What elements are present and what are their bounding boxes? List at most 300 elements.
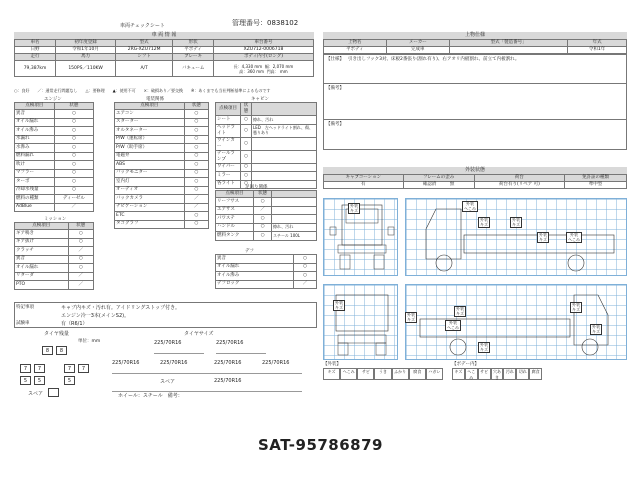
exterior-legend-item: キズ: [323, 368, 340, 380]
engine-state: ／: [54, 203, 93, 212]
ex-h1: フレームの歪み: [403, 175, 474, 182]
tire-size-rr: 225/70R16: [262, 360, 290, 366]
cabin-note: 擦れ、汚れ: [252, 116, 317, 125]
cabin-row: [216, 172, 317, 181]
tire-depth-r2lo: 5: [20, 376, 31, 385]
ex-h2: 荷台: [474, 175, 564, 182]
damage-tag-13: 外装 キズ: [407, 312, 415, 322]
engine-item: 吹け: [15, 161, 55, 170]
engine-row: [15, 186, 94, 195]
interior-legend-item: へこみ: [465, 368, 478, 380]
tire-line-4: [112, 382, 302, 392]
cabin-note: [252, 172, 317, 181]
mission-header-item: 点検項目: [15, 223, 69, 230]
tire-line-3: [112, 364, 302, 374]
electrical-row: [115, 220, 209, 229]
cabin-item: テールランプ: [216, 150, 241, 163]
engine-state: ○: [54, 127, 93, 136]
remark-label-1: 【備考】: [326, 86, 344, 91]
mission-row: [15, 264, 94, 273]
electrical-state: ／: [184, 195, 208, 204]
mission-header-state: 状態: [68, 223, 93, 230]
vi-v1-4: XZU712-0006718: [213, 47, 313, 54]
bs-h2: 型式「製造番号」: [450, 40, 568, 47]
undercarriage-state: ○: [254, 215, 272, 224]
vehicle-info-table: [14, 39, 314, 77]
diagram-rear-view: [323, 284, 398, 360]
exterior-legend-item: サビ: [357, 368, 374, 380]
engine-section: [14, 96, 94, 212]
bs-h0: 上物名: [324, 40, 387, 47]
engine-state: ○: [54, 135, 93, 144]
bs-v2: [450, 47, 568, 54]
engine-state: ディーゼル: [54, 195, 93, 204]
undercarriage-item: 燃料タンク: [216, 232, 254, 241]
electrical-row: [115, 212, 209, 221]
mission-row: [15, 281, 94, 290]
engine-row: [15, 110, 94, 119]
damage-tag-8: 外装 キズ: [456, 306, 464, 316]
engine-item: 水漏れ: [15, 135, 55, 144]
undercarriage-note: [272, 206, 317, 215]
engine-state: ○: [54, 110, 93, 119]
undercarriage-row: [216, 232, 317, 241]
electrical-row: [115, 161, 209, 170]
cabin-row: [216, 124, 317, 137]
tire-depth-title: タイヤ残量: [44, 331, 69, 337]
tire-depth-r2li: 5: [34, 376, 45, 385]
cabin-state: ○: [241, 150, 252, 163]
spec-label: 【仕様】: [326, 57, 344, 62]
vi-h1-2: 型式: [116, 40, 173, 47]
damage-tag-7: 外装 キズ: [335, 300, 343, 310]
cabin-state: ○: [241, 137, 252, 150]
mission-row: [15, 272, 94, 281]
tire-size-rri: 225/70R16: [214, 360, 242, 366]
electrical-section: [114, 96, 209, 229]
mission-item: リターダ: [15, 272, 69, 281]
engine-item: 冷却水残量: [15, 186, 55, 195]
electrical-row: [115, 110, 209, 119]
spec-text: 引き出しフック3対、床板2番張り(割れ有り)、右アオリ内板割れ、前立て内板割れ。: [348, 57, 520, 62]
vi-v1-3: 平ボディ: [173, 47, 214, 54]
ex-v3: 準中型: [565, 182, 627, 189]
engine-item: マフラー: [15, 169, 55, 178]
cabin-header-note: [252, 103, 317, 116]
under-header-item: 点検項目: [216, 191, 254, 198]
interior-legend-title: 【ボデー内】: [452, 362, 479, 367]
stock-id: SAT-95786879: [258, 436, 383, 454]
tire-size-fl: 225/70R16: [154, 340, 182, 346]
electrical-row: [115, 186, 209, 195]
engine-row: [15, 203, 94, 212]
bs-v0: 平ボディ: [324, 47, 387, 54]
tire-depth-rri: 7: [64, 364, 75, 373]
cabin-item: ワイパー: [216, 163, 241, 172]
mission-state: ○: [68, 264, 93, 273]
cabin-row: [216, 163, 317, 172]
damage-tag-1: 外装 キズ: [350, 203, 358, 213]
diagram-front-view: [323, 198, 398, 276]
mission-item: クラッチ: [15, 247, 69, 256]
exterior-legend-item: へこみ: [340, 368, 357, 380]
tire-size-spare: 225/70R16: [214, 378, 242, 384]
undercarriage-item: エアサス: [216, 206, 254, 215]
truck-right-drawing: [406, 285, 628, 361]
tire-depth-rlo: 7: [20, 364, 31, 373]
engine-item: AdBlue: [15, 203, 55, 212]
mission-item: ギア抜け: [15, 238, 69, 247]
electrical-row: [115, 178, 209, 187]
electrical-item: スターター: [115, 118, 185, 127]
truck-front-drawing: [324, 199, 399, 277]
electrical-state: ○: [184, 110, 208, 119]
electrical-state: ○: [184, 178, 208, 187]
engine-state: ○: [54, 152, 93, 161]
damage-tag-12: 外装 キズ: [592, 324, 600, 334]
differential-state: ○: [293, 272, 316, 281]
engine-row: [15, 178, 94, 187]
engine-item: 燃料の種類: [15, 195, 55, 204]
vi-v1-2: 2RG-XZU712M: [116, 47, 173, 54]
ex-v1: 確認済 無: [403, 182, 474, 189]
cabin-section: [215, 96, 317, 189]
tire-unit: 単位：mm: [78, 339, 101, 344]
vi-h2-0: 走行: [15, 54, 56, 61]
tire-size-spare-label: スペア: [160, 379, 176, 385]
differential-section: [215, 248, 317, 289]
electrical-state: ○: [184, 127, 208, 136]
undercarriage-item: リーフサス: [216, 198, 254, 207]
electrical-item: P/W（運転席）: [115, 135, 185, 144]
vi-v2-0: 79,387km: [15, 61, 56, 77]
differential-state: ○: [293, 263, 316, 272]
mission-section: [14, 216, 94, 290]
tire-depth-rro: 7: [78, 364, 89, 373]
engine-header-item: 点検項目: [15, 103, 55, 110]
exterior-table: [323, 174, 627, 189]
electrical-row: [115, 203, 209, 212]
remark-box-1: [323, 84, 627, 120]
spec-box: [323, 54, 627, 84]
exterior-legend-item: ハガレ: [426, 368, 443, 380]
exterior-legend-item: 腐食: [409, 368, 426, 380]
mission-state: ／: [68, 272, 93, 281]
electrical-item: エアコン: [115, 110, 185, 119]
engine-row: [15, 144, 94, 153]
cabin-note: [252, 163, 317, 172]
tire-size-rl: 225/70R16: [112, 360, 140, 366]
cabin-note: LED 左ヘッドライト割れ、傷、曇りあり: [252, 124, 317, 137]
cabin-row: [216, 137, 317, 150]
vi-v1-1: 令和1年10月: [56, 47, 116, 54]
mission-row: [15, 230, 94, 239]
engine-state: ○: [54, 118, 93, 127]
vi-h1-1: 初年度登録: [56, 40, 116, 47]
notes-label: 特記事項: [16, 305, 34, 310]
bs-h1: メーカー: [386, 40, 449, 47]
engine-item: 水滲み: [15, 144, 55, 153]
bs-h3: 年式: [568, 40, 627, 47]
differential-row: [216, 272, 317, 281]
electrical-state: ○: [184, 152, 208, 161]
engine-row: [15, 152, 94, 161]
body-spec-title: 上物仕様: [323, 32, 627, 39]
undercarriage-note: 擦れ、汚れ: [272, 223, 317, 232]
cabin-header-item: 点検項目: [216, 103, 241, 116]
engine-row: [15, 118, 94, 127]
engine-row: [15, 195, 94, 204]
cabin-header-state: 状態: [241, 103, 252, 116]
tire-size-rli: 225/70R16: [160, 360, 188, 366]
electrical-item: 室内灯: [115, 178, 185, 187]
electrical-row: [115, 144, 209, 153]
vi-h1-3: 形状: [173, 40, 214, 47]
remark-box-2: [323, 120, 627, 150]
exterior-legend-title: 【外装】: [323, 362, 341, 367]
engine-row: [15, 127, 94, 136]
undercarriage-row: [216, 223, 317, 232]
engine-row: [15, 169, 94, 178]
notes-text-1: キャブ内キズ・汚れ有。アイドリングストップ付き。: [61, 305, 180, 311]
undercarriage-row: [216, 215, 317, 224]
undercarriage-item: ハンドル: [216, 223, 254, 232]
under-header-note: [272, 191, 317, 198]
differential-state: ／: [293, 280, 316, 289]
differential-title: デフ: [245, 249, 254, 254]
cabin-row: [216, 150, 317, 163]
tire-depth-spare: [48, 388, 59, 397]
truck-rear-drawing: [324, 285, 399, 361]
engine-row: [15, 135, 94, 144]
engine-item: 異音: [15, 110, 55, 119]
engine-header-state: 状態: [54, 103, 93, 110]
cabin-item: ウインカー: [216, 137, 241, 150]
electrical-row: [115, 152, 209, 161]
engine-table: [14, 102, 94, 212]
interior-legend-item: 穴あき: [491, 368, 504, 380]
vi-v2-1: 150PS／110KW: [56, 61, 116, 77]
mission-state: ○: [68, 230, 93, 239]
mission-table: [14, 222, 94, 290]
electrical-header-item: 点検項目: [115, 103, 185, 110]
interior-legend-item: サビ: [478, 368, 491, 380]
mission-row: [15, 238, 94, 247]
cabin-title: キャビン: [251, 97, 269, 102]
differential-row: [216, 280, 317, 289]
vi-h1-0: 車名: [15, 40, 56, 47]
tire-depth-r2ri: 5: [64, 376, 75, 385]
electrical-row: [115, 127, 209, 136]
electrical-state: ○: [184, 169, 208, 178]
remark-label-2: 【備考】: [326, 122, 344, 127]
tire-size-fr: 225/70R16: [216, 340, 244, 346]
electrical-row: [115, 135, 209, 144]
damage-tag-11: 外装 キズ: [572, 302, 580, 312]
differential-state: ○: [293, 255, 316, 264]
damage-tag-4: 外装 キズ: [512, 217, 520, 227]
differential-table: [215, 254, 317, 289]
mission-state: ○: [68, 238, 93, 247]
tire-size-title: タイヤサイズ: [184, 331, 214, 337]
notes-box: [14, 302, 317, 328]
tire-section: [14, 328, 317, 408]
tire-depth-rli: 7: [34, 364, 45, 373]
engine-title: エンジン: [44, 97, 62, 102]
vi-h2-4: ボディ内寸(ロング): [213, 54, 313, 61]
mission-state: ／: [68, 281, 93, 290]
electrical-state: ○: [184, 118, 208, 127]
undercarriage-state: ○: [254, 198, 272, 207]
vi-h2-2: シフト: [116, 54, 173, 61]
mission-item: PTO: [15, 281, 69, 290]
sheet-title: 車両チェックシート: [120, 23, 165, 29]
mission-title: ミッション: [44, 217, 67, 222]
electrical-state: ○: [184, 135, 208, 144]
vi-h2-3: ブレーキ: [173, 54, 214, 61]
cabin-item: シート: [216, 116, 241, 125]
under-header-state: 状態: [254, 191, 272, 198]
ex-v0: 有: [324, 182, 404, 189]
tire-line-1: [154, 344, 204, 354]
electrical-state: ／: [184, 203, 208, 212]
electrical-state: ○: [184, 220, 208, 229]
engine-state: ○: [54, 144, 93, 153]
undercarriage-row: [216, 198, 317, 207]
tire-depth-fr: 8: [56, 346, 67, 355]
interior-legend-item: 切れ: [516, 368, 529, 380]
electrical-row: [115, 118, 209, 127]
differential-row: [216, 263, 317, 272]
cabin-table: [215, 102, 317, 189]
electrical-row: [115, 195, 209, 204]
differential-item: 異音: [216, 255, 294, 264]
cabin-note: [252, 150, 317, 163]
bs-v3: 令和1年: [568, 47, 627, 54]
electrical-header-state: 状態: [184, 103, 208, 110]
engine-state: ○: [54, 161, 93, 170]
electrical-item: ETC: [115, 212, 185, 221]
interior-legend-item: 腐食: [529, 368, 542, 380]
differential-item: オイル滲み: [216, 272, 294, 281]
management-number: 管理番号：0838102: [232, 19, 299, 27]
mission-item: オイル漏れ: [15, 264, 69, 273]
cabin-item: ミラー: [216, 172, 241, 181]
bs-v1: 完成車: [386, 47, 449, 54]
electrical-table: [114, 102, 209, 229]
differential-row: [216, 255, 317, 264]
cabin-state: ○: [241, 116, 252, 125]
tire-depth-fl: 8: [42, 346, 53, 355]
exterior-block: [323, 167, 627, 189]
damage-tag-6: 外装 へこみ: [568, 232, 580, 242]
damage-tag-10: 外装 キズ: [480, 342, 488, 352]
engine-row: [15, 161, 94, 170]
diagram-left-side: [405, 198, 627, 276]
ex-h3: 免許証の種類: [565, 175, 627, 182]
electrical-item: タコグラフ: [115, 220, 185, 229]
undercarriage-note: [272, 198, 317, 207]
mission-row: [15, 255, 94, 264]
notes-text-2: エンジン冷一3本(メインS2)。: [61, 313, 130, 319]
truck-left-drawing: [406, 199, 628, 277]
vi-h1-4: 車台番号: [213, 40, 313, 47]
undercarriage-row: [216, 206, 317, 215]
cabin-state: ○: [241, 172, 252, 181]
vehicle-info-title: 車 両 情 報: [14, 32, 314, 39]
vi-body-dims: 長：4,330 mm 幅：2,070 mm 高：360 mm 門高： mm: [213, 61, 313, 77]
undercarriage-state: ○: [254, 223, 272, 232]
engine-item: オイル漏れ: [15, 118, 55, 127]
engine-item: ターボ: [15, 178, 55, 187]
mission-item: ギア鳴き: [15, 230, 69, 239]
cabin-item: ヘッドライト: [216, 124, 241, 137]
undercarriage-note: [272, 215, 317, 224]
engine-item: 燃料漏れ: [15, 152, 55, 161]
engine-item: オイル滲み: [15, 127, 55, 136]
electrical-title: 電装関係: [146, 97, 164, 102]
damage-tag-5: 外装 キズ: [539, 232, 547, 242]
electrical-item: オーディオ: [115, 186, 185, 195]
differential-item: オイル漏れ: [216, 263, 294, 272]
electrical-item: オルタネーター: [115, 127, 185, 136]
vi-h2-1: 馬力: [56, 54, 116, 61]
vehicle-info-block: [14, 32, 314, 77]
exterior-legend-row: [323, 368, 443, 380]
electrical-item: バックカメラ: [115, 195, 185, 204]
electrical-state: ○: [184, 144, 208, 153]
condition-legend: ○：良好 ／：通常走行問題なし △：要修理 ▲：使用不可 ×：破損あり／要交換 ※：あくまでも当社判断基準によるものです: [14, 88, 271, 93]
electrical-item: ABS: [115, 161, 185, 170]
differential-item: デフロック: [216, 280, 294, 289]
tire-line-2: [216, 344, 266, 354]
electrical-item: 電磁弁: [115, 152, 185, 161]
diagram-right-side: [405, 284, 627, 360]
mission-state: ○: [68, 255, 93, 264]
cabin-state: ○: [241, 124, 252, 137]
electrical-row: [115, 169, 209, 178]
exterior-legend-item: うき: [374, 368, 391, 380]
undercarriage-item: パワステ: [216, 215, 254, 224]
damage-tag-3: 外装 キズ: [480, 217, 488, 227]
ex-h0: キャブコーション: [324, 175, 404, 182]
undercarriage-title: 足回り関係: [245, 185, 268, 190]
undercarriage-table: [215, 190, 317, 241]
vi-v1-0: 日野: [15, 47, 56, 54]
exterior-title: 外装状態: [323, 167, 627, 174]
interior-legend-item: 汚れ: [503, 368, 516, 380]
interior-legend-item: キズ: [452, 368, 465, 380]
ex-v2: 荷台有り(リベア 可): [474, 182, 564, 189]
spare-label: スペア: [28, 391, 44, 397]
body-spec-table: [323, 39, 627, 54]
cabin-note: [252, 137, 317, 150]
vi-v2-2: A/T: [116, 61, 173, 77]
cabin-state: ○: [241, 163, 252, 172]
undercarriage-state: ／: [254, 206, 272, 215]
body-spec-block: [323, 32, 627, 150]
cabin-row: [216, 116, 317, 125]
cabin-item: 各ライト: [216, 180, 241, 189]
electrical-state: ○: [184, 186, 208, 195]
engine-state: ○: [54, 178, 93, 187]
mission-item: 異音: [15, 255, 69, 264]
mission-state: ／: [68, 247, 93, 256]
cabin-state: ○: [241, 180, 252, 189]
undercarriage-state: ○: [254, 232, 272, 241]
test-vehicle-label: 試験車: [16, 321, 30, 326]
engine-state: ○: [54, 186, 93, 195]
